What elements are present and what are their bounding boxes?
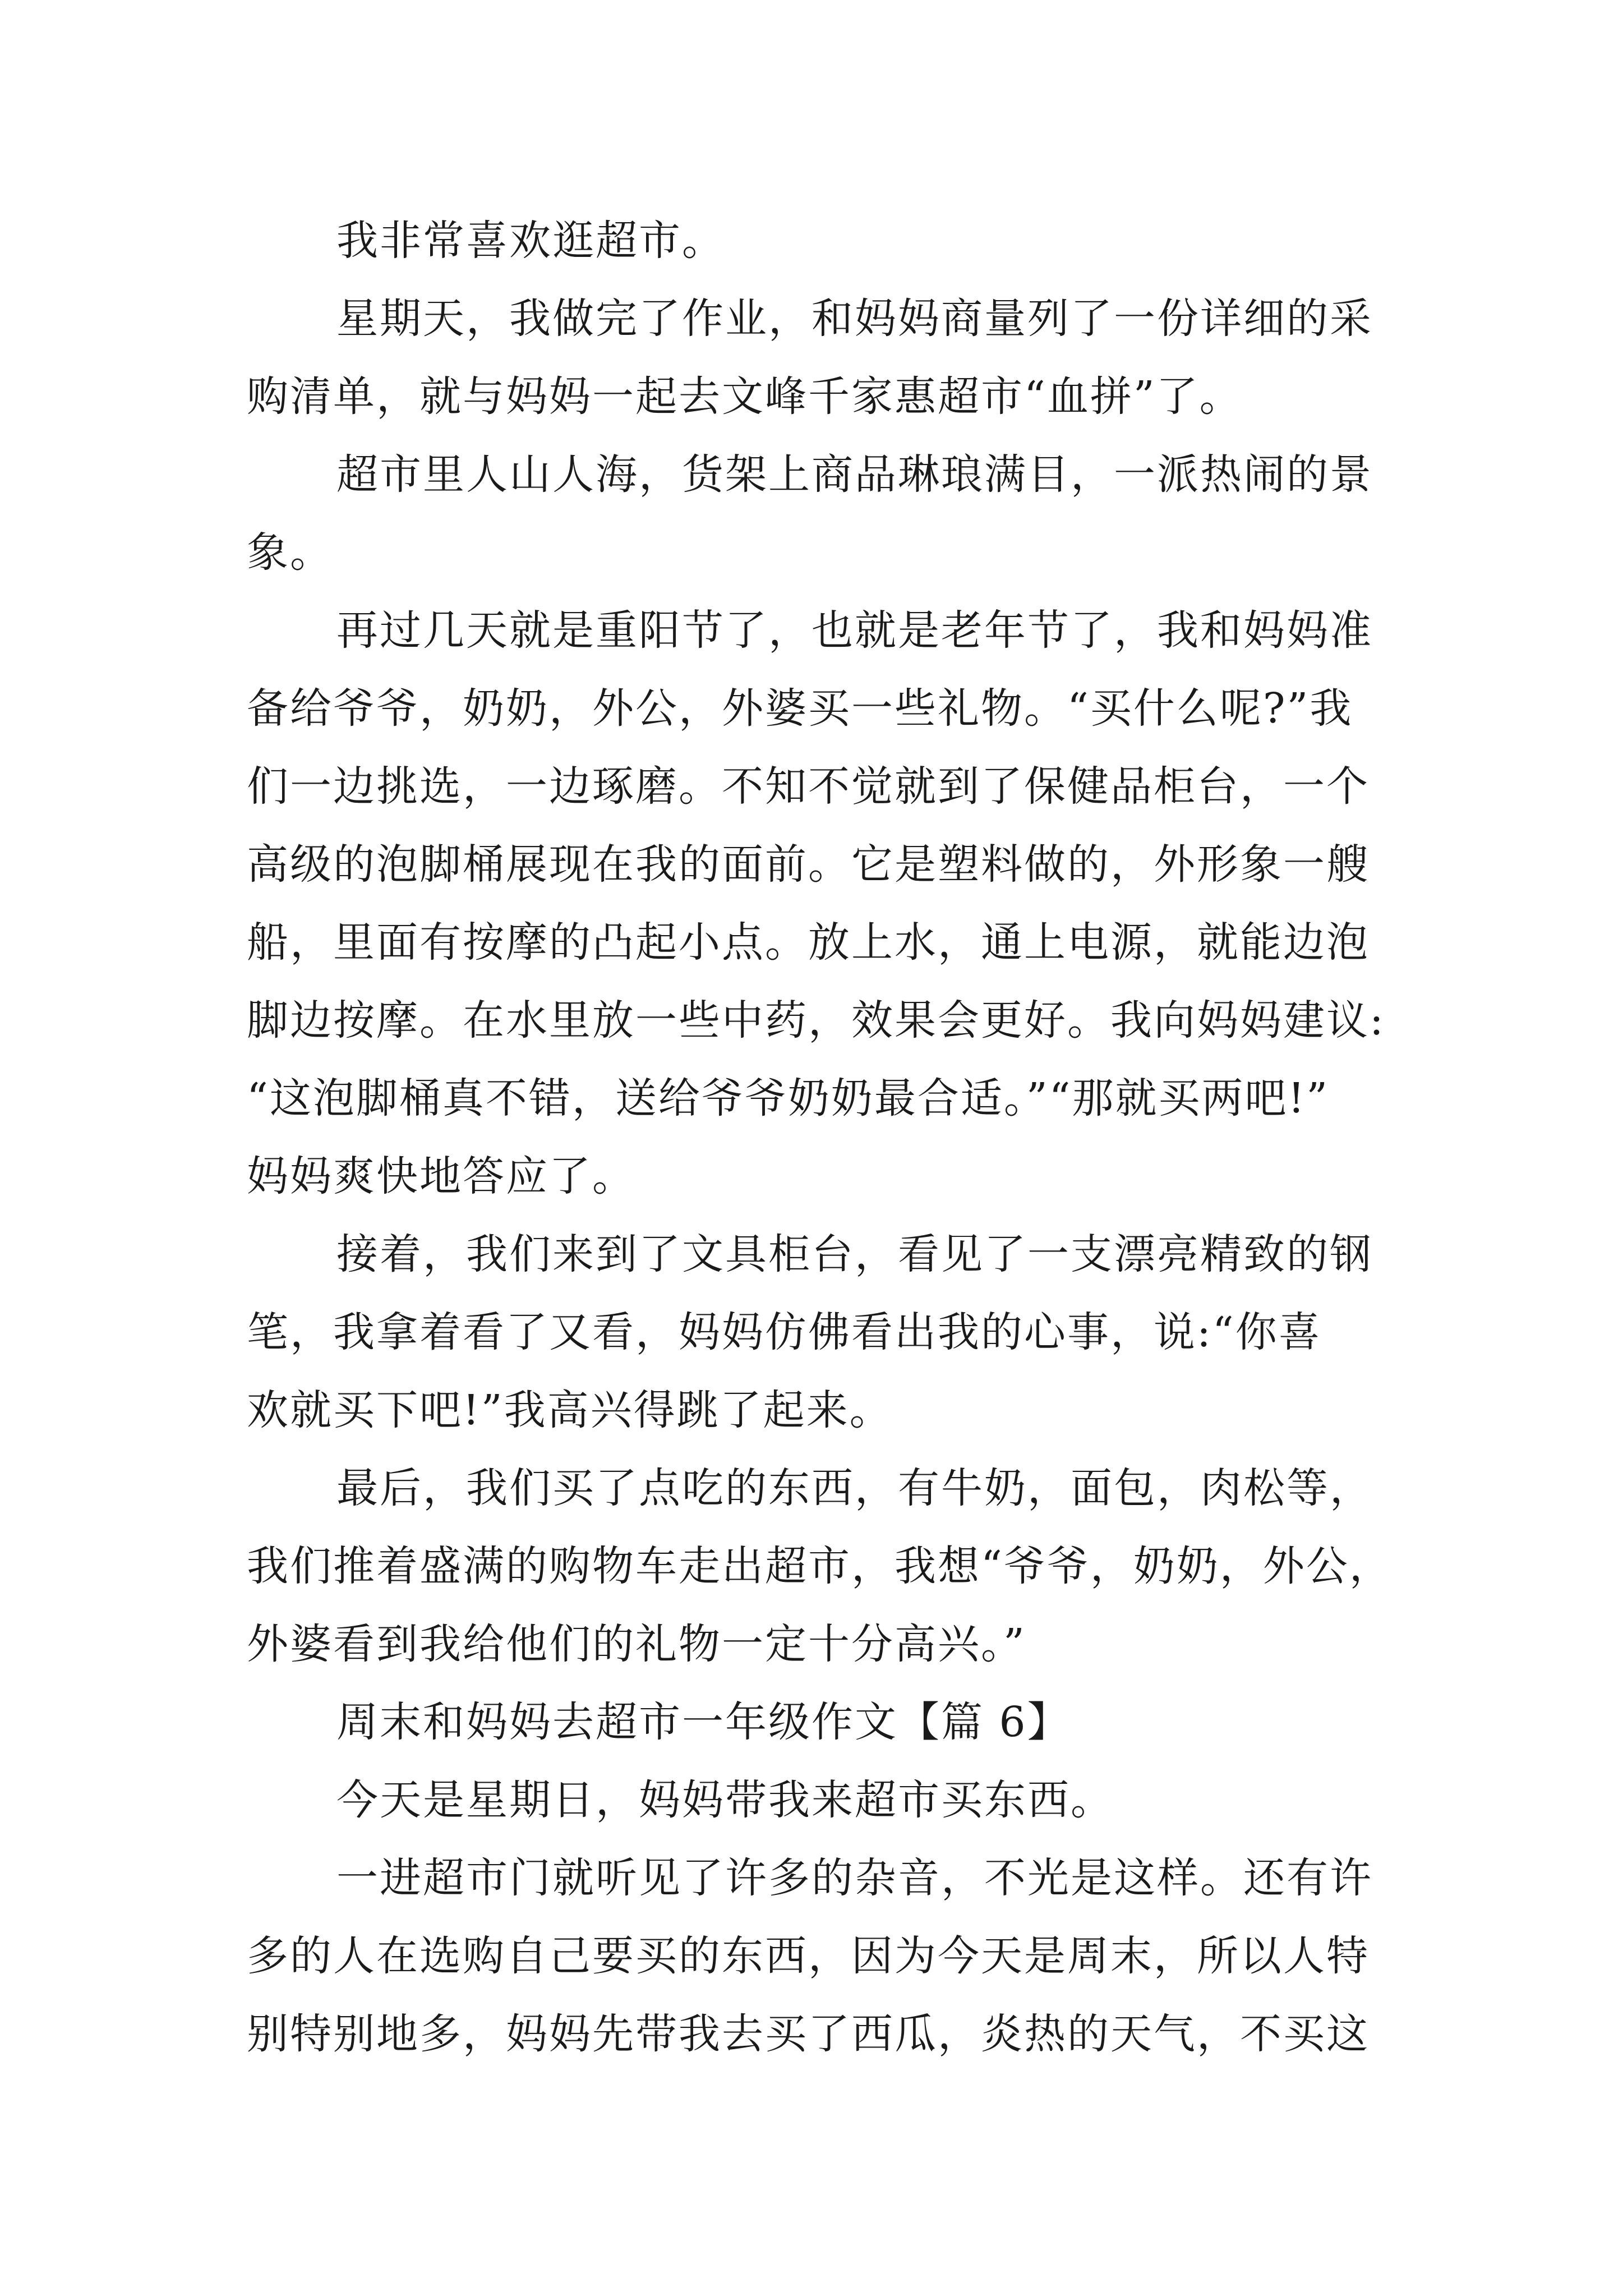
text-line: 今天是星期日，妈妈带我来超市买东西。 — [336, 1776, 1114, 1824]
text-line: 接着，我们来到了文具柜台，看见了一支漂亮精致的钢 — [336, 1230, 1373, 1278]
text-line: 脚边按摩。在水里放一些中药，效果会更好。我向妈妈建议: — [247, 996, 1385, 1045]
text-line: 多的人在选购自己要买的东西，因为今天是周末，所以人特 — [247, 1932, 1370, 1980]
text-line: 我们推着盛满的购物车走出超市，我想“爷爷，奶奶，外公， — [247, 1542, 1393, 1590]
text-line: 最后，我们买了点吃的东西，有牛奶，面包，肉松等， — [336, 1464, 1373, 1512]
text-line: 超市里人山人海，货架上商品琳琅满目，一派热闹的景 — [336, 450, 1373, 499]
text-line: 购清单，就与妈妈一起去文峰千家惠超市“血拼”了。 — [247, 372, 1243, 421]
text-line: 外婆看到我给他们的礼物一定十分高兴。” — [247, 1620, 1026, 1668]
essay-body — [247, 202, 1391, 2073]
text-line: “这泡脚桶真不错，送给爷爷奶奶最合适。”“那就买两吧!” — [247, 1074, 1330, 1122]
text-line: 周末和妈妈去超市一年级作文【篇 6】 — [336, 1698, 1071, 1746]
text-line: 别特别地多，妈妈先带我去买了西瓜，炎热的天气，不买这 — [247, 2010, 1370, 2058]
text-line: 备给爷爷，奶奶，外公，外婆买一些礼物。“买什么呢?”我 — [247, 684, 1353, 733]
text-line: 妈妈爽快地答应了。 — [247, 1152, 635, 1200]
text-line: 再过几天就是重阳节了，也就是老年节了，我和妈妈准 — [336, 606, 1373, 655]
text-line: 我非常喜欢逛超市。 — [336, 217, 725, 265]
text-line: 象。 — [247, 528, 333, 577]
text-line: 星期天，我做完了作业，和妈妈商量列了一份详细的采 — [336, 295, 1373, 343]
text-line: 欢就买下吧!”我高兴得跳了起来。 — [247, 1386, 893, 1434]
text-line: 一进超市门就听见了许多的杂音，不光是这样。还有许 — [336, 1854, 1373, 1902]
text-line: 笔，我拿着看了又看，妈妈仿佛看出我的心事，说:“你喜 — [247, 1308, 1322, 1356]
text-line: 高级的泡脚桶展现在我的面前。它是塑料做的，外形象一艘 — [247, 840, 1370, 889]
text-line: 们一边挑选，一边琢磨。不知不觉就到了保健品柜台，一个 — [247, 762, 1370, 811]
text-line: 船，里面有按摩的凸起小点。放上水，通上电源，就能边泡 — [247, 918, 1370, 967]
